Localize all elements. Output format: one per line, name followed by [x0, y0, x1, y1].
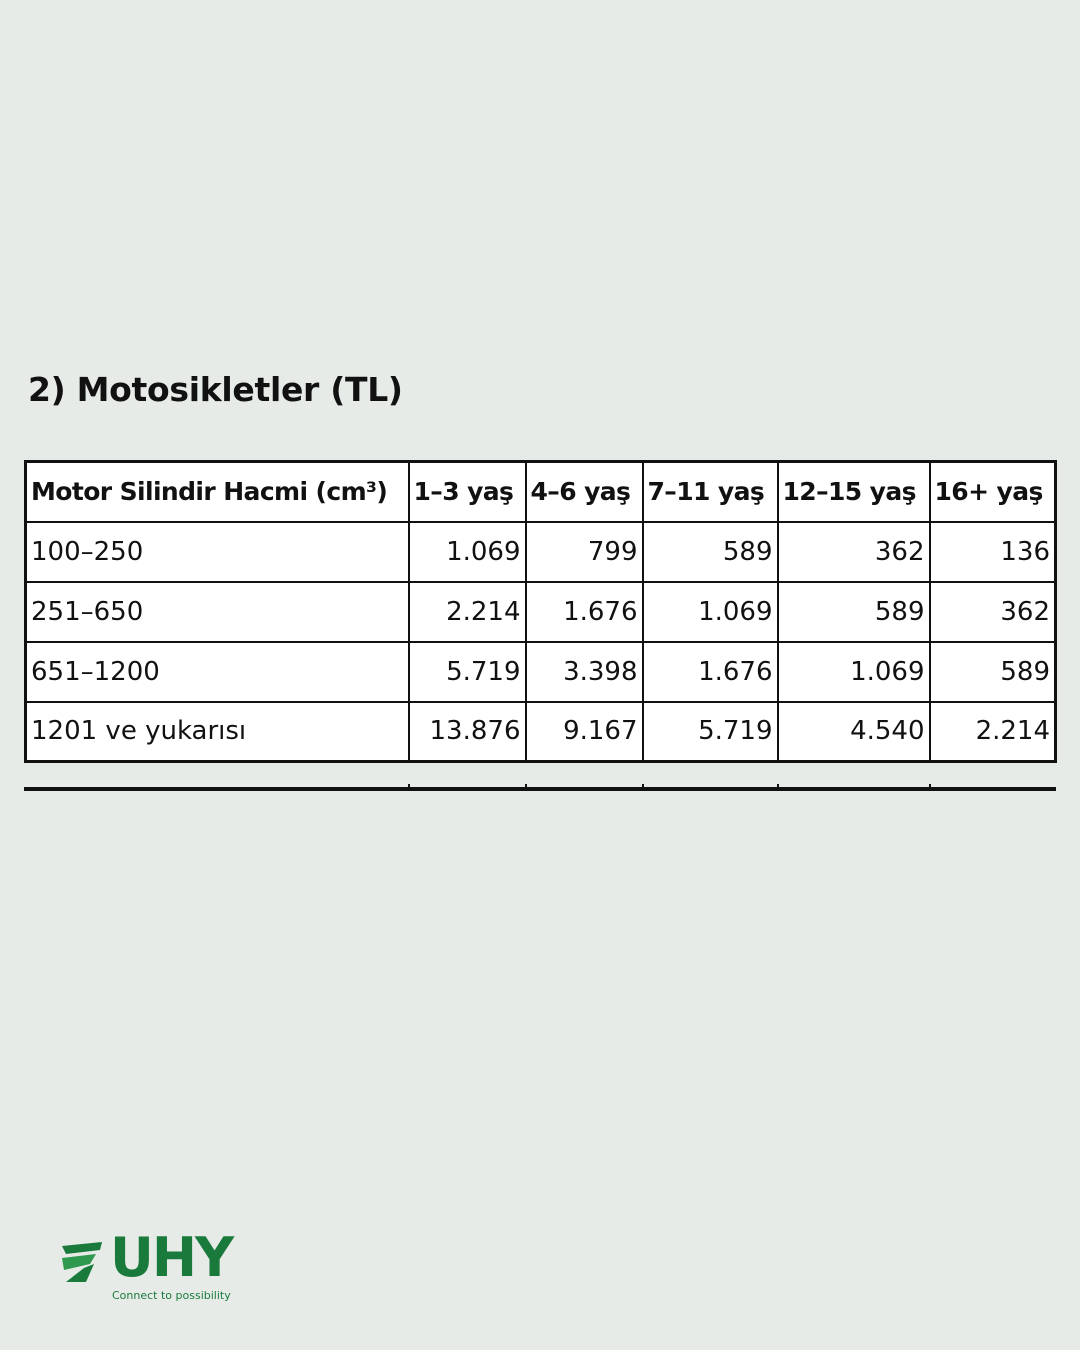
table-cell: 13.876: [409, 702, 526, 762]
table-cell: 589: [930, 642, 1056, 702]
table-cell: 1.676: [526, 582, 643, 642]
table-cell: 589: [778, 582, 930, 642]
table-cell: 1.069: [409, 522, 526, 582]
table-cell: 4.540: [778, 702, 930, 762]
table-cell: 2.214: [409, 582, 526, 642]
logo-wordmark: UHY: [110, 1226, 233, 1289]
table-row: [26, 642, 1056, 702]
tax-table-container: [24, 460, 1054, 763]
table-row: [26, 522, 1056, 582]
table-cell: 9.167: [526, 702, 643, 762]
table-row: [26, 582, 1056, 642]
table-cell: 3.398: [526, 642, 643, 702]
table-cell: 5.719: [409, 642, 526, 702]
uhy-logo: [60, 1226, 260, 1306]
table-bottom-rule: [24, 787, 1056, 791]
header-age-4-6: 4–6 yaş: [526, 462, 643, 522]
table-header-row: [26, 462, 1056, 522]
table-row: [26, 702, 1056, 762]
row-label: 100–250: [26, 522, 409, 582]
motorcycle-tax-table: [24, 460, 1057, 763]
header-age-12-15: 12–15 yaş: [778, 462, 930, 522]
table-cell: 362: [778, 522, 930, 582]
header-age-16-plus: 16+ yaş: [930, 462, 1056, 522]
table-cell: 1.069: [778, 642, 930, 702]
logo-tagline: Connect to possibility: [112, 1289, 231, 1302]
header-engine-volume: Motor Silindir Hacmi (cm³): [26, 462, 409, 522]
table-cell: 362: [930, 582, 1056, 642]
table-cell: 136: [930, 522, 1056, 582]
header-age-1-3: 1–3 yaş: [409, 462, 526, 522]
uhy-logo-mark-icon: [60, 1240, 104, 1284]
table-cell: 1.069: [643, 582, 778, 642]
table-cell: 2.214: [930, 702, 1056, 762]
row-label: 251–650: [26, 582, 409, 642]
page-title: 2) Motosikletler (TL): [28, 370, 403, 409]
table-cell: 5.719: [643, 702, 778, 762]
table-cell: 799: [526, 522, 643, 582]
table-cell: 589: [643, 522, 778, 582]
header-age-7-11: 7–11 yaş: [643, 462, 778, 522]
row-label: 651–1200: [26, 642, 409, 702]
row-label: 1201 ve yukarısı: [26, 702, 409, 762]
table-cell: 1.676: [643, 642, 778, 702]
